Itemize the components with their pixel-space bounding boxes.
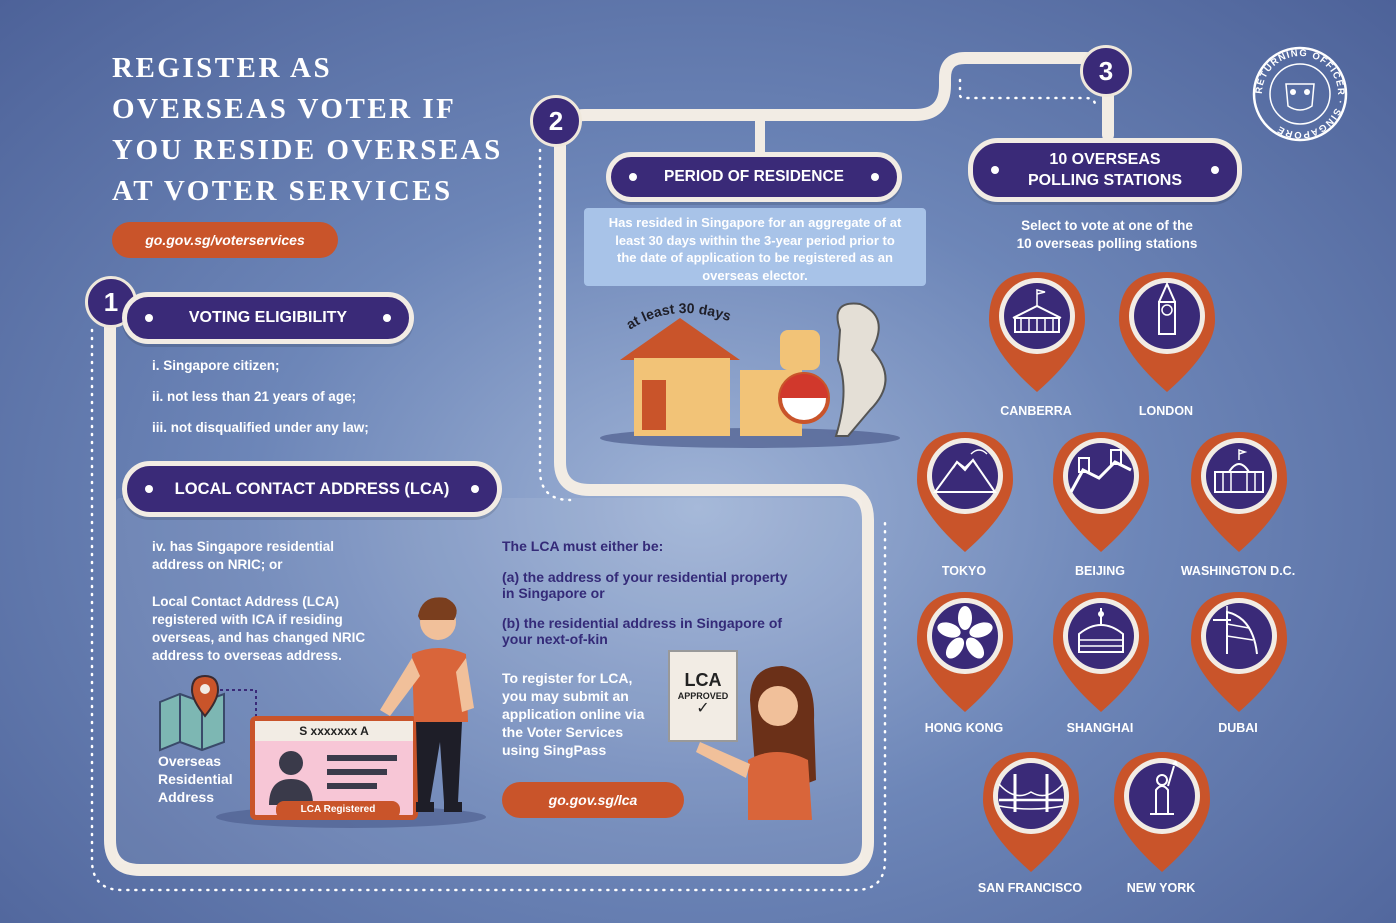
register-line-1: To register for LCA, xyxy=(502,670,633,686)
city-name: BEIJING xyxy=(1074,564,1125,578)
checkmark-icon: ✓ xyxy=(696,700,710,717)
approved-doc-lca: LCA xyxy=(684,670,722,690)
banner-dot-right xyxy=(471,485,479,493)
pin-san-francisco[interactable] xyxy=(979,750,1083,879)
city-name: CANBERRA xyxy=(1000,404,1072,418)
lca-desc-line-4: address to overseas address. xyxy=(152,648,342,663)
pin-tokyo[interactable] xyxy=(913,430,1017,559)
pin-beijing[interactable] xyxy=(1049,430,1153,559)
banner-dot-left xyxy=(145,485,153,493)
page-title xyxy=(112,48,532,212)
option-a-line-1: (a) the address of your residential property xyxy=(502,569,788,585)
overseas-address-label xyxy=(158,752,233,806)
voting-eligibility-banner xyxy=(122,292,414,344)
city-name: SAN FRANCISCO xyxy=(977,881,1083,895)
eligibility-item-2: ii. not less than 21 years of age; xyxy=(152,389,357,404)
lca-register-instructions xyxy=(502,669,644,759)
select-line-1: Select to vote at one of the xyxy=(1021,218,1193,233)
residence-info-box xyxy=(584,208,926,286)
pin-london[interactable] xyxy=(1115,270,1219,399)
lca-item-4-line-1: iv. has Singapore residential xyxy=(152,539,335,554)
city-name: SHANGHAI xyxy=(1066,721,1134,735)
banner-dot-left xyxy=(991,166,999,174)
pin-new-york[interactable] xyxy=(1110,750,1214,879)
overseas-line-3: Address xyxy=(158,789,215,805)
lca-banner xyxy=(122,461,502,517)
singapore-house-illustration xyxy=(600,290,910,450)
residence-line-4: overseas elector. xyxy=(702,267,808,283)
man-illustration xyxy=(350,592,490,840)
banner-dot-right xyxy=(383,314,391,322)
lca-registered-badge: LCA Registered xyxy=(276,801,400,819)
eligibility-item-1: i. Singapore citizen; xyxy=(152,358,280,373)
residence-line-3: the date of application to be registered as an xyxy=(617,250,893,265)
lca-desc-line-3: overseas, and has changed NRIC xyxy=(152,630,366,645)
lca-desc-line-1: Local Contact Address (LCA) xyxy=(152,594,340,609)
overseas-line-2: Residential xyxy=(158,771,233,787)
person-silhouette-icon xyxy=(265,747,325,807)
period-of-residence-label: PERIOD OF RESIDENCE xyxy=(664,168,844,185)
lca-description xyxy=(152,593,365,665)
residence-line-1: Has resided in Singapore for an aggregate of at xyxy=(608,215,902,230)
step-2-badge: 2 xyxy=(530,95,582,147)
returning-officer-logo xyxy=(1248,46,1352,142)
title-line-3: YOU RESIDE OVERSEAS xyxy=(112,134,503,166)
banner-dot-left xyxy=(145,314,153,322)
title-line-2: OVERSEAS VOTER IF xyxy=(112,93,457,125)
lca-option-b xyxy=(502,615,782,647)
lca-desc-line-2: registered with ICA if residing xyxy=(152,612,343,627)
city-name: TOKYO xyxy=(941,564,987,578)
pin-hong-kong[interactable] xyxy=(913,590,1017,719)
lca-item-4 xyxy=(152,538,334,574)
pin-dubai[interactable] xyxy=(1187,590,1291,719)
polling-stations-label-line-2: POLLING STATIONS xyxy=(1027,172,1183,189)
step-3-badge: 3 xyxy=(1080,45,1132,97)
lca-item-4-line-2: address on NRIC; or xyxy=(152,557,283,572)
option-b-line-1: (b) the residential address in Singapore of xyxy=(502,615,783,631)
option-a-line-2: in Singapore or xyxy=(502,585,605,601)
city-name: NEW YORK xyxy=(1126,881,1196,895)
polling-stations-banner xyxy=(968,138,1242,202)
lca-option-a xyxy=(502,569,788,601)
city-name: DUBAI xyxy=(1218,721,1258,735)
register-line-2: you may submit an xyxy=(502,688,629,704)
select-polling-station-note xyxy=(990,217,1224,253)
logo-ring-text: RETURNING OFFICER · SINGAPORE xyxy=(1253,47,1347,141)
banner-dot-right xyxy=(871,173,879,181)
lca-must-title: The LCA must either be: xyxy=(502,538,664,554)
overseas-line-1: Overseas xyxy=(158,753,222,769)
city-name: LONDON xyxy=(1138,404,1194,418)
woman-illustration xyxy=(690,660,825,820)
banner-dot-right xyxy=(1211,166,1219,174)
register-line-5: using SingPass xyxy=(502,742,607,758)
voting-eligibility-label: VOTING ELIGIBILITY xyxy=(188,309,348,326)
lca-link[interactable]: go.gov.sg/lca xyxy=(502,782,684,818)
voterservices-link[interactable]: go.gov.sg/voterservices xyxy=(112,222,338,258)
title-line-4: AT VOTER SERVICES xyxy=(112,175,453,207)
option-b-line-2: your next-of-kin xyxy=(502,631,608,647)
pin-washington-d-c[interactable] xyxy=(1187,430,1291,559)
residence-line-2: least 30 days within the 3-year period prior to xyxy=(615,232,895,248)
register-line-4: the Voter Services xyxy=(502,724,624,740)
pin-shanghai[interactable] xyxy=(1049,590,1153,719)
pin-canberra[interactable] xyxy=(985,270,1089,399)
eligibility-item-3: iii. not disqualified under any law; xyxy=(152,420,369,435)
thirty-days-arc-label: at least 30 days xyxy=(623,299,734,333)
city-name: WASHINGTON D.C. xyxy=(1180,564,1296,578)
card-number: S xxxxxxx A xyxy=(255,721,413,741)
city-name: HONG KONG xyxy=(924,721,1004,735)
banner-dot-left xyxy=(629,173,637,181)
title-line-1: REGISTER AS xyxy=(112,52,333,84)
approved-doc-stamp: APPROVED xyxy=(677,691,729,701)
step-1-badge: 1 xyxy=(85,276,137,328)
register-line-3: application online via xyxy=(502,706,645,722)
period-of-residence-banner xyxy=(606,152,902,202)
lca-label: LOCAL CONTACT ADDRESS (LCA) xyxy=(174,479,450,498)
select-line-2: 10 overseas polling stations xyxy=(1016,236,1198,251)
polling-stations-label-line-1: 10 OVERSEAS xyxy=(1049,151,1161,168)
